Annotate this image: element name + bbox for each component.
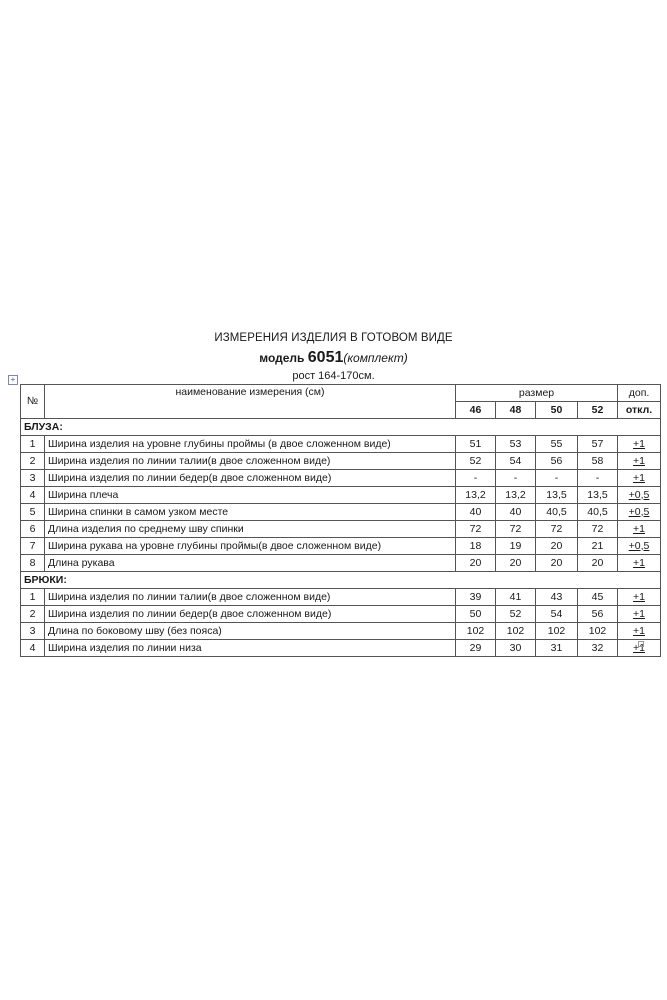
size-value: 53 — [496, 436, 536, 453]
row-number: 6 — [21, 521, 45, 538]
size-value: 52 — [496, 606, 536, 623]
size-value: - — [578, 470, 618, 487]
size-value: 30 — [496, 640, 536, 657]
measurement-name: Ширина плеча — [45, 487, 456, 504]
size-header: 48 — [496, 402, 536, 419]
tolerance-value: +0,5 — [628, 488, 650, 501]
tolerance-value: +1 — [633, 624, 646, 637]
size-value: 102 — [496, 623, 536, 640]
size-value: 21 — [578, 538, 618, 555]
col-number-header: № — [21, 385, 45, 419]
model-note: (комплект) — [343, 351, 408, 365]
size-value: 31 — [536, 640, 578, 657]
size-value: 13,2 — [456, 487, 496, 504]
measurement-name: Ширина изделия по линии талии(в двое сложенном виде) — [45, 453, 456, 470]
size-value: 56 — [536, 453, 578, 470]
size-value: - — [536, 470, 578, 487]
size-value: 40,5 — [578, 504, 618, 521]
size-value: 72 — [456, 521, 496, 538]
model-label: модель — [259, 351, 305, 365]
size-value: 13,5 — [578, 487, 618, 504]
col-tolerance-header-1: доп. — [618, 385, 661, 402]
col-name-header: наименование измерения (см) — [45, 385, 456, 419]
tolerance-value: +1 — [633, 437, 646, 450]
tolerance-cell — [618, 623, 661, 640]
tolerance-cell — [618, 453, 661, 470]
size-value: 56 — [578, 606, 618, 623]
table-row — [21, 555, 661, 572]
measurement-name: Ширина рукава на уровне глубины проймы(в двое сложенном виде) — [45, 538, 456, 555]
table-move-handle-icon[interactable]: + — [8, 375, 18, 385]
row-number: 7 — [21, 538, 45, 555]
row-number: 4 — [21, 487, 45, 504]
size-value: 13,2 — [496, 487, 536, 504]
size-value: 40 — [456, 504, 496, 521]
table-resize-handle[interactable] — [638, 641, 644, 647]
tolerance-value: +0,5 — [628, 505, 650, 518]
size-value: 57 — [578, 436, 618, 453]
size-value: 102 — [578, 623, 618, 640]
size-value: 20 — [456, 555, 496, 572]
size-value: 72 — [536, 521, 578, 538]
size-value: 41 — [496, 589, 536, 606]
size-value: 55 — [536, 436, 578, 453]
tolerance-cell — [618, 589, 661, 606]
size-value: 20 — [536, 555, 578, 572]
size-header: 52 — [578, 402, 618, 419]
measurement-name: Ширина изделия на уровне глубины проймы (в двое сложенном виде) — [45, 436, 456, 453]
size-value: 39 — [456, 589, 496, 606]
table-row — [21, 623, 661, 640]
section-row — [21, 419, 661, 436]
table-row — [21, 453, 661, 470]
row-number: 2 — [21, 453, 45, 470]
size-header: 46 — [456, 402, 496, 419]
table-row — [21, 436, 661, 453]
row-number: 1 — [21, 436, 45, 453]
size-value: 19 — [496, 538, 536, 555]
measurement-name: Длина изделия по среднему шву спинки — [45, 521, 456, 538]
tolerance-value: +1 — [633, 556, 646, 569]
tolerance-cell — [618, 470, 661, 487]
measurement-name: Ширина изделия по линии низа — [45, 640, 456, 657]
tolerance-value: +0,5 — [628, 539, 650, 552]
tolerance-cell — [618, 538, 661, 555]
tolerance-value: +1 — [633, 454, 646, 467]
size-value: 102 — [536, 623, 578, 640]
tolerance-value: +1 — [633, 590, 646, 603]
size-value: - — [456, 470, 496, 487]
measurement-name: Ширина спинки в самом узком месте — [45, 504, 456, 521]
section-title: БРЮКИ: — [21, 572, 661, 589]
measurement-name: Длина рукава — [45, 555, 456, 572]
size-value: 40,5 — [536, 504, 578, 521]
table-row — [21, 504, 661, 521]
size-value: 20 — [496, 555, 536, 572]
tolerance-value: +1 — [633, 522, 646, 535]
row-number: 2 — [21, 606, 45, 623]
size-value: 72 — [578, 521, 618, 538]
size-value: 45 — [578, 589, 618, 606]
size-value: 29 — [456, 640, 496, 657]
size-header: 50 — [536, 402, 578, 419]
table-row — [21, 589, 661, 606]
tolerance-cell — [618, 521, 661, 538]
size-value: 54 — [536, 606, 578, 623]
size-value: 20 — [536, 538, 578, 555]
size-value: 52 — [456, 453, 496, 470]
tolerance-value: +1 — [633, 607, 646, 620]
col-size-header: размер — [456, 385, 618, 402]
table-row — [21, 606, 661, 623]
size-value: 13,5 — [536, 487, 578, 504]
section-title: БЛУЗА: — [21, 419, 661, 436]
size-value: 54 — [496, 453, 536, 470]
tolerance-cell — [618, 436, 661, 453]
model-number: 6051 — [307, 349, 344, 366]
tolerance-cell — [618, 606, 661, 623]
tolerance-cell — [618, 487, 661, 504]
row-number: 5 — [21, 504, 45, 521]
measurement-name: Ширина изделия по линии талии(в двое сложенном виде) — [45, 589, 456, 606]
row-number: 1 — [21, 589, 45, 606]
size-value: 20 — [578, 555, 618, 572]
row-number: 3 — [21, 623, 45, 640]
size-value: - — [496, 470, 536, 487]
tolerance-value: +1 — [633, 471, 646, 484]
size-value: 102 — [456, 623, 496, 640]
tolerance-cell — [618, 504, 661, 521]
table-row — [21, 521, 661, 538]
size-value: 40 — [496, 504, 536, 521]
model-line — [0, 349, 667, 367]
measurement-name: Ширина изделия по линии бедер(в двое сложенном виде) — [45, 470, 456, 487]
tolerance-cell — [618, 555, 661, 572]
row-number: 8 — [21, 555, 45, 572]
size-value: 51 — [456, 436, 496, 453]
size-value: 18 — [456, 538, 496, 555]
measurements-table — [20, 384, 661, 657]
header-row — [21, 385, 661, 402]
size-value: 43 — [536, 589, 578, 606]
size-value: 58 — [578, 453, 618, 470]
size-value: 32 — [578, 640, 618, 657]
row-number: 3 — [21, 470, 45, 487]
tolerance-value: +1 — [633, 641, 646, 654]
height-range: рост 164-170см. — [292, 370, 375, 382]
size-value: 72 — [496, 521, 536, 538]
row-number: 4 — [21, 640, 45, 657]
table-row — [21, 640, 661, 657]
table-row — [21, 487, 661, 504]
size-value: 50 — [456, 606, 496, 623]
measurement-name: Длина по боковому шву (без пояса) — [45, 623, 456, 640]
table-row — [21, 470, 661, 487]
col-tolerance-header-2: откл. — [618, 402, 661, 419]
document-title: ИЗМЕРЕНИЯ ИЗДЕЛИЯ В ГОТОВОМ ВИДЕ — [214, 332, 453, 344]
section-row — [21, 572, 661, 589]
measurement-name: Ширина изделия по линии бедер(в двое сложенном виде) — [45, 606, 456, 623]
table-row — [21, 538, 661, 555]
